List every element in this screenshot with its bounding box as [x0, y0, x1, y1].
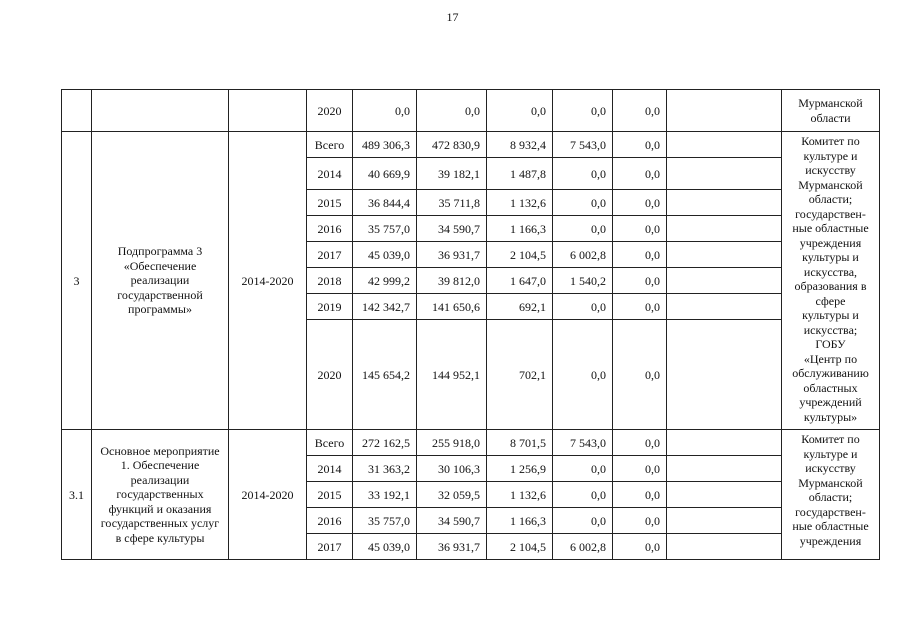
empty-cell	[667, 320, 782, 430]
value-cell: 36 931,7	[417, 534, 487, 560]
value-cell: 1 256,9	[487, 456, 553, 482]
value-cell: 8 701,5	[487, 430, 553, 456]
value-cell: 1 540,2	[553, 268, 613, 294]
value-cell: 0,0	[613, 216, 667, 242]
empty-cell	[667, 456, 782, 482]
row-number-cell	[62, 90, 92, 132]
value-cell: 7 543,0	[553, 430, 613, 456]
value-cell: 0,0	[553, 294, 613, 320]
period-cell: 2014-2020	[229, 430, 307, 560]
empty-cell	[667, 294, 782, 320]
responsible-cell: Комитет по культуре и искусству Мурманской области; государствен- ные областные учреждения культуры и искусства, образования в сфере культуры и искусства; ГОБУ «Центр по обслуживанию областных учреждений культуры»	[782, 132, 880, 430]
empty-cell	[667, 216, 782, 242]
value-cell: 0,0	[613, 190, 667, 216]
empty-cell	[667, 268, 782, 294]
responsible-cell: Комитет по культуре и искусству Мурманской области; государствен- ные областные учреждения	[782, 430, 880, 560]
empty-cell	[667, 482, 782, 508]
value-cell: 8 932,4	[487, 132, 553, 158]
value-cell: 489 306,3	[353, 132, 417, 158]
value-cell: 35 757,0	[353, 508, 417, 534]
value-cell: 45 039,0	[353, 242, 417, 268]
period-cell: 2014-2020	[229, 132, 307, 430]
value-cell: 255 918,0	[417, 430, 487, 456]
value-cell: 702,1	[487, 320, 553, 430]
table-row	[62, 90, 880, 132]
value-cell: 31 363,2	[353, 456, 417, 482]
value-cell: 144 952,1	[417, 320, 487, 430]
year-cell: 2018	[307, 268, 353, 294]
value-cell: 0,0	[613, 430, 667, 456]
value-cell: 36 844,4	[353, 190, 417, 216]
value-cell: 34 590,7	[417, 508, 487, 534]
value-cell: 0,0	[553, 158, 613, 190]
value-cell: 141 650,6	[417, 294, 487, 320]
value-cell: 0,0	[553, 216, 613, 242]
value-cell: 1 487,8	[487, 158, 553, 190]
value-cell: 0,0	[613, 90, 667, 132]
year-cell: 2014	[307, 456, 353, 482]
value-cell: 45 039,0	[353, 534, 417, 560]
value-cell: 0,0	[613, 534, 667, 560]
value-cell: 692,1	[487, 294, 553, 320]
year-cell: Всего	[307, 430, 353, 456]
value-cell: 0,0	[553, 320, 613, 430]
value-cell: 0,0	[487, 90, 553, 132]
year-cell: 2017	[307, 242, 353, 268]
value-cell: 39 182,1	[417, 158, 487, 190]
row-number-cell: 3	[62, 132, 92, 430]
year-cell: 2014	[307, 158, 353, 190]
table-row	[62, 430, 880, 456]
value-cell: 1 132,6	[487, 482, 553, 508]
empty-cell	[667, 190, 782, 216]
value-cell: 42 999,2	[353, 268, 417, 294]
value-cell: 30 106,3	[417, 456, 487, 482]
value-cell: 145 654,2	[353, 320, 417, 430]
responsible-cell: Мурманской области	[782, 90, 880, 132]
value-cell: 0,0	[613, 242, 667, 268]
value-cell: 6 002,8	[553, 534, 613, 560]
empty-cell	[667, 90, 782, 132]
name-cell: Подпрограмма 3 «Обеспечение реализации государственной программы»	[92, 132, 229, 430]
value-cell: 0,0	[613, 482, 667, 508]
value-cell: 1 166,3	[487, 508, 553, 534]
empty-cell	[667, 508, 782, 534]
year-cell: 2015	[307, 190, 353, 216]
table-row	[62, 132, 880, 158]
empty-cell	[667, 132, 782, 158]
value-cell: 0,0	[553, 456, 613, 482]
value-cell: 35 757,0	[353, 216, 417, 242]
value-cell: 0,0	[553, 190, 613, 216]
year-cell: 2015	[307, 482, 353, 508]
value-cell: 35 711,8	[417, 190, 487, 216]
name-cell: Основное мероприятие 1. Обеспечение реализации государственных функций и оказания государственных услуг в сфере культуры	[92, 430, 229, 560]
year-cell: 2019	[307, 294, 353, 320]
value-cell: 1 647,0	[487, 268, 553, 294]
value-cell: 472 830,9	[417, 132, 487, 158]
value-cell: 0,0	[613, 508, 667, 534]
value-cell: 34 590,7	[417, 216, 487, 242]
value-cell: 0,0	[553, 508, 613, 534]
value-cell: 39 812,0	[417, 268, 487, 294]
value-cell: 36 931,7	[417, 242, 487, 268]
value-cell: 1 132,6	[487, 190, 553, 216]
value-cell: 0,0	[553, 482, 613, 508]
year-cell: 2016	[307, 508, 353, 534]
year-cell: Всего	[307, 132, 353, 158]
period-cell	[229, 90, 307, 132]
empty-cell	[667, 534, 782, 560]
value-cell: 32 059,5	[417, 482, 487, 508]
value-cell: 2 104,5	[487, 242, 553, 268]
value-cell: 0,0	[613, 132, 667, 158]
value-cell: 2 104,5	[487, 534, 553, 560]
name-cell	[92, 90, 229, 132]
value-cell: 33 192,1	[353, 482, 417, 508]
value-cell: 0,0	[613, 294, 667, 320]
empty-cell	[667, 158, 782, 190]
empty-cell	[667, 242, 782, 268]
value-cell: 0,0	[613, 268, 667, 294]
value-cell: 0,0	[553, 90, 613, 132]
value-cell: 1 166,3	[487, 216, 553, 242]
value-cell: 0,0	[417, 90, 487, 132]
year-cell: 2017	[307, 534, 353, 560]
value-cell: 6 002,8	[553, 242, 613, 268]
page-number: 17	[446, 10, 459, 24]
value-cell: 0,0	[613, 320, 667, 430]
year-cell: 2020	[307, 320, 353, 430]
budget-table	[61, 89, 880, 560]
value-cell: 272 162,5	[353, 430, 417, 456]
value-cell: 40 669,9	[353, 158, 417, 190]
value-cell: 0,0	[353, 90, 417, 132]
empty-cell	[667, 430, 782, 456]
year-cell: 2020	[307, 90, 353, 132]
value-cell: 0,0	[613, 158, 667, 190]
value-cell: 7 543,0	[553, 132, 613, 158]
row-number-cell: 3.1	[62, 430, 92, 560]
value-cell: 0,0	[613, 456, 667, 482]
year-cell: 2016	[307, 216, 353, 242]
value-cell: 142 342,7	[353, 294, 417, 320]
